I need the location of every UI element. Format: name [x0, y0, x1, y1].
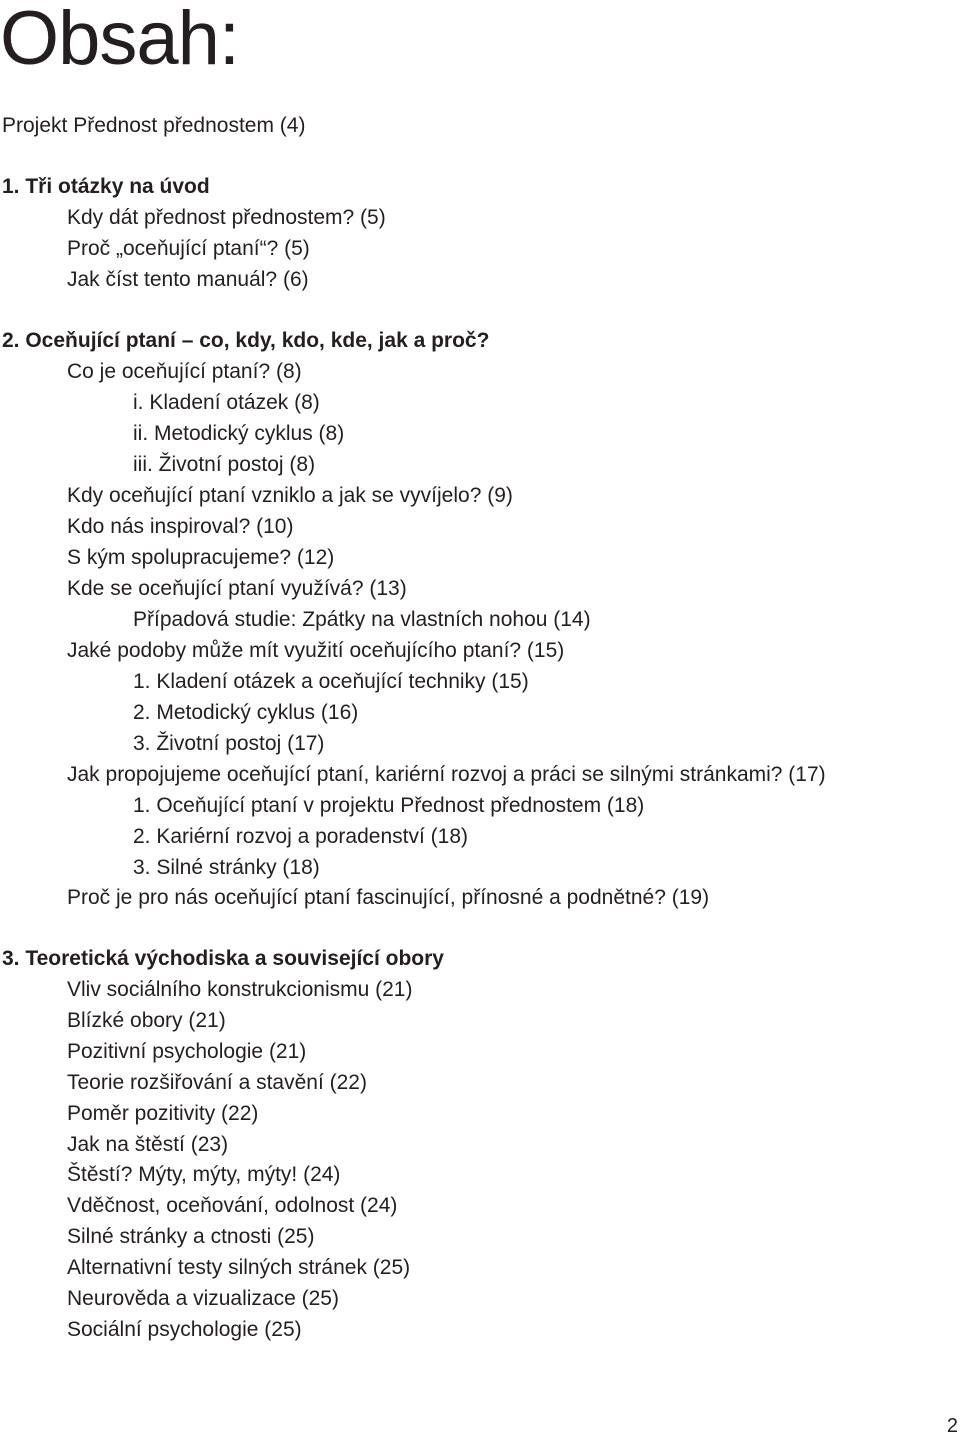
toc-entry: 3. Životní postoj (17)	[133, 732, 325, 755]
toc-entry: Alternativní testy silných stránek (25)	[67, 1256, 411, 1279]
toc-entry: Co je oceňující ptaní? (8)	[67, 360, 302, 383]
toc-entry: Poměr pozitivity (22)	[67, 1102, 259, 1125]
toc-entry: Jak na štěstí (23)	[67, 1133, 229, 1156]
toc-entry: Sociální psychologie (25)	[67, 1318, 302, 1341]
toc-entry: Proč „oceňující ptaní“? (5)	[67, 237, 310, 260]
toc-entry: Jaké podoby může mít využití oceňujícího ptaní? (15)	[67, 639, 565, 662]
toc-entry: 1. Oceňující ptaní v projektu Přednost přednostem (18)	[133, 794, 645, 817]
toc-entry: Neurověda a vizualizace (25)	[67, 1287, 339, 1310]
toc-entry: 2. Metodický cyklus (16)	[133, 701, 359, 724]
toc-entry: Vliv sociálního konstrukcionismu (21)	[67, 978, 413, 1001]
toc-entry: S kým spolupracujeme? (12)	[67, 546, 335, 569]
toc-entry: i. Kladení otázek (8)	[133, 391, 320, 414]
toc-entry: Kdo nás inspiroval? (10)	[67, 515, 294, 538]
toc-entry: Kde se oceňující ptaní využívá? (13)	[67, 577, 407, 600]
toc-entry: Proč je pro nás oceňující ptaní fascinující, přínosné a podnětné? (19)	[67, 886, 710, 909]
toc-chapter-heading: 2. Oceňující ptaní – co, kdy, kdo, kde, jak a proč?	[2, 329, 490, 352]
toc-entry: Teorie rozšiřování a stavění (22)	[67, 1071, 367, 1094]
toc-entry: Štěstí? Mýty, mýty, mýty! (24)	[67, 1163, 341, 1186]
toc-entry: Jak propojujeme oceňující ptaní, kariérní rozvoj a práci se silnými stránkami? (17)	[67, 763, 826, 786]
toc-entry: Kdy dát přednost přednostem? (5)	[67, 206, 386, 229]
toc-entry: iii. Životní postoj (8)	[133, 453, 316, 476]
toc-entry: 3. Silné stránky (18)	[133, 856, 320, 879]
toc-entry: ii. Metodický cyklus (8)	[133, 422, 345, 445]
toc-entry: Blízké obory (21)	[67, 1009, 226, 1032]
toc-entry: Jak číst tento manuál? (6)	[67, 268, 309, 291]
toc-entry: Pozitivní psychologie (21)	[67, 1040, 307, 1063]
toc-entry: 1. Kladení otázek a oceňující techniky (15)	[133, 670, 529, 693]
toc-chapter-heading: 3. Teoretická východiska a související obory	[2, 947, 444, 970]
toc-entry: Projekt Přednost přednostem (4)	[2, 114, 306, 137]
toc-entry: Kdy oceňující ptaní vzniklo a jak se vyvíjelo? (9)	[67, 484, 513, 507]
page-title: Obsah:	[0, 0, 240, 81]
toc-entry: 2. Kariérní rozvoj a poradenství (18)	[133, 825, 468, 848]
toc-entry: Vděčnost, oceňování, odolnost (24)	[67, 1194, 398, 1217]
page-number: 2	[946, 1415, 958, 1437]
toc-entry: Silné stránky a ctnosti (25)	[67, 1225, 315, 1248]
toc-entry: Případová studie: Zpátky na vlastních nohou (14)	[133, 608, 591, 631]
toc-chapter-heading: 1. Tři otázky na úvod	[2, 175, 210, 198]
